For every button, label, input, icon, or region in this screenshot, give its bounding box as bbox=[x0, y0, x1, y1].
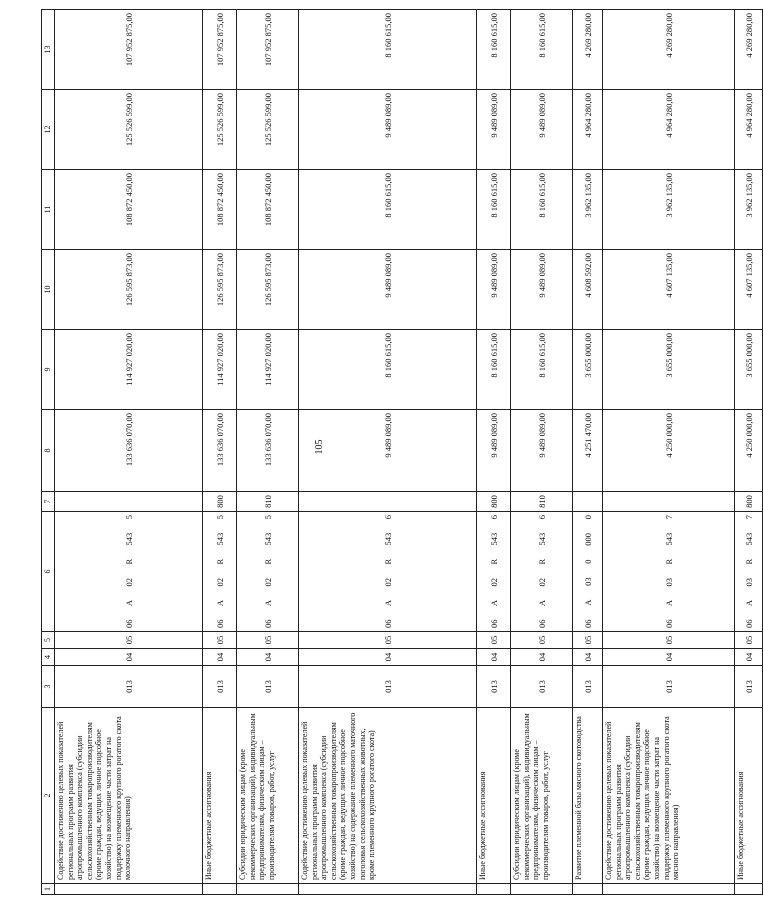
amount-cell-11: 3 962 135,00 bbox=[603, 170, 735, 250]
amount-cell-12: 4 964 280,00 bbox=[573, 90, 603, 170]
page-number: 105 bbox=[314, 439, 325, 455]
amount-cell-9: 8 160 615,00 bbox=[299, 330, 477, 410]
ministry-code-cell: 013 bbox=[299, 666, 477, 708]
amount-cell-13: 8 160 615,00 bbox=[299, 10, 477, 90]
target-article-code-cell bbox=[573, 512, 603, 632]
code-part: 543 bbox=[536, 532, 547, 546]
description-cell: Субсидии юридическим лицам (кроме некоммерческих организаций), индивидуальным предпринимателям, физическим лицам – производителям товаров, работ, услуг bbox=[511, 708, 573, 884]
amount-cell-10: 9 489 089,00 bbox=[299, 250, 477, 330]
expense-type-cell bbox=[55, 492, 203, 512]
amount-cell-9: 3 655 000,00 bbox=[573, 330, 603, 410]
target-article-code-cell bbox=[55, 512, 203, 632]
target-article-code-cell bbox=[735, 512, 763, 632]
code-part: 5 bbox=[214, 515, 225, 520]
description-cell: Иные бюджетные ассигнования bbox=[203, 708, 237, 884]
amount-cell-11: 8 160 615,00 bbox=[477, 170, 511, 250]
rotated-table-wrapper bbox=[41, 10, 754, 895]
code-part: 06 bbox=[663, 619, 674, 628]
target-article-code-cell bbox=[237, 512, 299, 632]
amount-cell-13: 4 269 280,00 bbox=[603, 10, 735, 90]
code-part: 543 bbox=[123, 532, 134, 546]
code-part: 02 bbox=[488, 577, 499, 587]
code-part: 5 bbox=[262, 515, 273, 520]
target-article-code bbox=[664, 512, 674, 631]
amount-cell-11: 108 872 450,00 bbox=[203, 170, 237, 250]
code-part: 06 bbox=[582, 619, 593, 628]
code-part: 06 bbox=[262, 619, 273, 628]
amount-cell-12: 9 489 089,00 bbox=[477, 90, 511, 170]
amount-cell-8: 133 636 070,00 bbox=[203, 410, 237, 492]
code-part: 543 bbox=[488, 532, 499, 546]
code-part: 543 bbox=[214, 532, 225, 546]
code-part: 06 bbox=[536, 619, 547, 628]
target-article-code bbox=[263, 512, 273, 631]
row-marker-cell bbox=[603, 884, 735, 895]
amount-cell-8: 9 489 089,00 bbox=[511, 410, 573, 492]
code-part: 0 bbox=[582, 559, 593, 564]
amount-cell-10: 126 595 873,00 bbox=[237, 250, 299, 330]
code-part: R bbox=[382, 558, 393, 565]
expense-type-cell: 810 bbox=[511, 492, 573, 512]
code-part: 03 bbox=[743, 577, 754, 587]
description-cell: Содействие достижению целевых показателей региональных программ развития агропромышленного комплекса (субсидии сельскохозяйственным товаропроизводителям (кроме граждан, ведущих личное подсобное хозяйство) на возмещение части затрат на поддержку племенного крупного рогатого скота мясного направления) bbox=[603, 708, 735, 884]
target-article-code-cell bbox=[299, 512, 477, 632]
column-header-12: 12 bbox=[42, 90, 55, 170]
subsection-code-cell: 05 bbox=[237, 632, 299, 649]
code-part: А bbox=[488, 599, 499, 607]
description-cell: Развитие племенной базы мясного скотоводства bbox=[573, 708, 603, 884]
expense-type-cell: 800 bbox=[203, 492, 237, 512]
table-row bbox=[511, 10, 573, 895]
amount-cell-9: 114 927 020,00 bbox=[203, 330, 237, 410]
target-article-code bbox=[124, 512, 134, 631]
code-part: 5 bbox=[123, 515, 134, 520]
amount-cell-12: 125 526 599,00 bbox=[203, 90, 237, 170]
amount-cell-12: 9 489 089,00 bbox=[511, 90, 573, 170]
expense-type-cell bbox=[603, 492, 735, 512]
table-row bbox=[237, 10, 299, 895]
ministry-code-cell: 013 bbox=[511, 666, 573, 708]
amount-cell-9: 8 160 615,00 bbox=[511, 330, 573, 410]
amount-cell-10: 9 489 089,00 bbox=[511, 250, 573, 330]
subsection-code-cell: 05 bbox=[55, 632, 203, 649]
amount-cell-13: 107 952 875,00 bbox=[203, 10, 237, 90]
amount-cell-11: 108 872 450,00 bbox=[55, 170, 203, 250]
code-part: 543 bbox=[382, 532, 393, 546]
amount-cell-8: 133 636 070,00 bbox=[237, 410, 299, 492]
amount-cell-11: 8 160 615,00 bbox=[299, 170, 477, 250]
ministry-code-cell: 013 bbox=[55, 666, 203, 708]
code-part: 02 bbox=[536, 577, 547, 587]
code-part: А bbox=[123, 599, 134, 607]
code-part: 03 bbox=[582, 577, 593, 586]
code-part: А bbox=[214, 599, 225, 607]
code-part: 6 bbox=[382, 515, 393, 520]
expense-type-cell: 800 bbox=[477, 492, 511, 512]
code-part: R bbox=[663, 558, 674, 565]
target-article-code-cell bbox=[203, 512, 237, 632]
ministry-code-cell: 013 bbox=[203, 666, 237, 708]
subsection-code-cell: 05 bbox=[573, 632, 603, 649]
code-part: 02 bbox=[123, 577, 134, 587]
subsection-code-cell: 05 bbox=[477, 632, 511, 649]
amount-cell-9: 3 655 000,00 bbox=[735, 330, 763, 410]
column-header-1: 1 bbox=[42, 884, 55, 895]
expense-type-cell bbox=[573, 492, 603, 512]
table-row bbox=[477, 10, 511, 895]
amount-cell-9: 8 160 615,00 bbox=[477, 330, 511, 410]
code-part: А bbox=[536, 599, 547, 607]
ministry-code-cell: 013 bbox=[603, 666, 735, 708]
section-code-cell: 04 bbox=[55, 649, 203, 666]
amount-cell-12: 125 526 599,00 bbox=[237, 90, 299, 170]
amount-cell-8: 9 489 089,00 bbox=[299, 410, 477, 492]
code-part: 6 bbox=[488, 515, 499, 520]
section-code-cell: 04 bbox=[237, 649, 299, 666]
amount-cell-12: 9 489 089,00 bbox=[299, 90, 477, 170]
column-header-2: 2 bbox=[42, 708, 55, 884]
table-row bbox=[603, 10, 735, 895]
row-marker-cell bbox=[511, 884, 573, 895]
amount-cell-12: 125 526 599,00 bbox=[55, 90, 203, 170]
section-code-cell: 04 bbox=[735, 649, 763, 666]
subsection-code-cell: 05 bbox=[603, 632, 735, 649]
subsection-code-cell: 05 bbox=[511, 632, 573, 649]
description-cell: Субсидии юридическим лицам (кроме некоммерческих организаций), индивидуальным предпринимателям, физическим лицам – производителям товаров, работ, услуг bbox=[237, 708, 299, 884]
description-cell: Иные бюджетные ассигнования bbox=[735, 708, 763, 884]
amount-cell-10: 9 489 089,00 bbox=[477, 250, 511, 330]
target-article-code-cell bbox=[477, 512, 511, 632]
amount-cell-8: 4 250 000,00 bbox=[603, 410, 735, 492]
table-row bbox=[735, 10, 763, 895]
amount-cell-8: 133 636 070,00 bbox=[55, 410, 203, 492]
row-marker-cell bbox=[299, 884, 477, 895]
code-part: 06 bbox=[382, 619, 393, 628]
table-row bbox=[203, 10, 237, 895]
column-header-3: 3 bbox=[42, 666, 55, 708]
amount-cell-13: 107 952 875,00 bbox=[237, 10, 299, 90]
code-part: 543 bbox=[663, 532, 674, 546]
amount-cell-8: 9 489 089,00 bbox=[477, 410, 511, 492]
amount-cell-9: 3 655 000,00 bbox=[603, 330, 735, 410]
amount-cell-13: 4 269 280,00 bbox=[735, 10, 763, 90]
section-code-cell: 04 bbox=[603, 649, 735, 666]
section-code-cell: 04 bbox=[299, 649, 477, 666]
row-marker-cell bbox=[735, 884, 763, 895]
budget-table bbox=[41, 9, 763, 895]
amount-cell-9: 114 927 020,00 bbox=[55, 330, 203, 410]
code-part: 02 bbox=[382, 577, 393, 587]
amount-cell-13: 107 952 875,00 bbox=[55, 10, 203, 90]
code-part: 543 bbox=[743, 532, 754, 546]
amount-cell-11: 108 872 450,00 bbox=[237, 170, 299, 250]
row-marker-cell bbox=[477, 884, 511, 895]
code-part: 06 bbox=[214, 619, 225, 628]
target-article-code-cell bbox=[603, 512, 735, 632]
target-article-code bbox=[537, 512, 547, 631]
code-part: А bbox=[743, 599, 754, 607]
code-part: 7 bbox=[663, 515, 674, 520]
amount-cell-11: 3 962 135,00 bbox=[573, 170, 603, 250]
code-part: 6 bbox=[536, 515, 547, 520]
target-article-code bbox=[215, 512, 225, 631]
description-cell: Содействие достижению целевых показателей региональных программ развития агропромышленного комплекса (субсидии сельскохозяйственным товаропроизводителям (кроме граждан, ведущих личное подсобное хозяйство) на содержание племенного маточного поголовья сельскохозяйственных животных, кроме племенного крупного рогатого скота) bbox=[299, 708, 477, 884]
code-part: 06 bbox=[488, 619, 499, 628]
code-part: 000 bbox=[582, 532, 593, 546]
row-marker-cell bbox=[203, 884, 237, 895]
amount-cell-13: 4 269 280,00 bbox=[573, 10, 603, 90]
code-part: R bbox=[488, 558, 499, 565]
ministry-code-cell: 013 bbox=[573, 666, 603, 708]
code-part: R bbox=[262, 558, 273, 565]
code-part: 02 bbox=[262, 577, 273, 587]
code-part: А bbox=[262, 599, 273, 607]
code-part: А bbox=[582, 599, 593, 606]
amount-cell-13: 8 160 615,00 bbox=[511, 10, 573, 90]
subsection-code-cell: 05 bbox=[203, 632, 237, 649]
code-part: R bbox=[123, 558, 134, 565]
amount-cell-10: 126 595 873,00 bbox=[55, 250, 203, 330]
row-marker-cell bbox=[573, 884, 603, 895]
table-row bbox=[299, 10, 477, 895]
amount-cell-12: 4 964 280,00 bbox=[735, 90, 763, 170]
row-marker-cell bbox=[237, 884, 299, 895]
ministry-code-cell: 013 bbox=[735, 666, 763, 708]
code-part: 06 bbox=[743, 619, 754, 628]
code-part: R bbox=[743, 558, 754, 565]
code-part: 02 bbox=[214, 577, 225, 587]
amount-cell-13: 8 160 615,00 bbox=[477, 10, 511, 90]
code-part: R bbox=[536, 558, 547, 565]
code-part: А bbox=[663, 599, 674, 607]
column-number-row bbox=[42, 10, 55, 895]
column-header-7: 7 bbox=[42, 492, 55, 512]
table-body bbox=[55, 10, 763, 895]
column-header-10: 10 bbox=[42, 250, 55, 330]
expense-type-cell bbox=[299, 492, 477, 512]
column-header-6: 6 bbox=[42, 512, 55, 632]
amount-cell-8: 4 250 000,00 bbox=[735, 410, 763, 492]
code-part: 03 bbox=[663, 577, 674, 587]
code-part: А bbox=[382, 599, 393, 607]
section-code-cell: 04 bbox=[477, 649, 511, 666]
section-code-cell: 04 bbox=[511, 649, 573, 666]
target-article-code bbox=[489, 512, 499, 631]
code-part: 0 bbox=[582, 515, 593, 520]
amount-cell-11: 3 962 135,00 bbox=[735, 170, 763, 250]
column-header-8: 8 bbox=[42, 410, 55, 492]
column-header-13: 13 bbox=[42, 10, 55, 90]
code-part: 06 bbox=[123, 619, 134, 628]
table-row bbox=[573, 10, 603, 895]
expense-type-cell: 810 bbox=[237, 492, 299, 512]
row-marker-cell bbox=[55, 884, 203, 895]
section-code-cell: 04 bbox=[573, 649, 603, 666]
column-header-5: 5 bbox=[42, 632, 55, 649]
section-code-cell: 04 bbox=[203, 649, 237, 666]
column-header-11: 11 bbox=[42, 170, 55, 250]
ministry-code-cell: 013 bbox=[477, 666, 511, 708]
amount-cell-12: 4 964 280,00 bbox=[603, 90, 735, 170]
target-article-code bbox=[583, 512, 593, 631]
code-part: 543 bbox=[262, 532, 273, 546]
subsection-code-cell: 05 bbox=[735, 632, 763, 649]
table-row bbox=[55, 10, 203, 895]
description-cell: Содействие достижению целевых показателей региональных программ развития агропромышленного комплекса (субсидии сельскохозяйственным товаропроизводителям (кроме граждан, ведущих личное подсобное хозяйство) на возмещение части затрат на поддержку племенного крупного рогатого скота молочного направления) bbox=[55, 708, 203, 884]
target-article-code-cell bbox=[511, 512, 573, 632]
amount-cell-10: 4 607 135,00 bbox=[735, 250, 763, 330]
target-article-code bbox=[383, 512, 393, 631]
amount-cell-8: 4 251 470,00 bbox=[573, 410, 603, 492]
amount-cell-10: 126 595 873,00 bbox=[203, 250, 237, 330]
subsection-code-cell: 05 bbox=[299, 632, 477, 649]
amount-cell-11: 8 160 615,00 bbox=[511, 170, 573, 250]
amount-cell-10: 4 607 135,00 bbox=[603, 250, 735, 330]
amount-cell-10: 4 608 592,00 bbox=[573, 250, 603, 330]
column-header-4: 4 bbox=[42, 649, 55, 666]
code-part: R bbox=[214, 558, 225, 565]
column-header-9: 9 bbox=[42, 330, 55, 410]
ministry-code-cell: 013 bbox=[237, 666, 299, 708]
code-part: 7 bbox=[743, 515, 754, 520]
expense-type-cell: 800 bbox=[735, 492, 763, 512]
amount-cell-9: 114 927 020,00 bbox=[237, 330, 299, 410]
description-cell: Иные бюджетные ассигнования bbox=[477, 708, 511, 884]
target-article-code bbox=[744, 512, 754, 631]
